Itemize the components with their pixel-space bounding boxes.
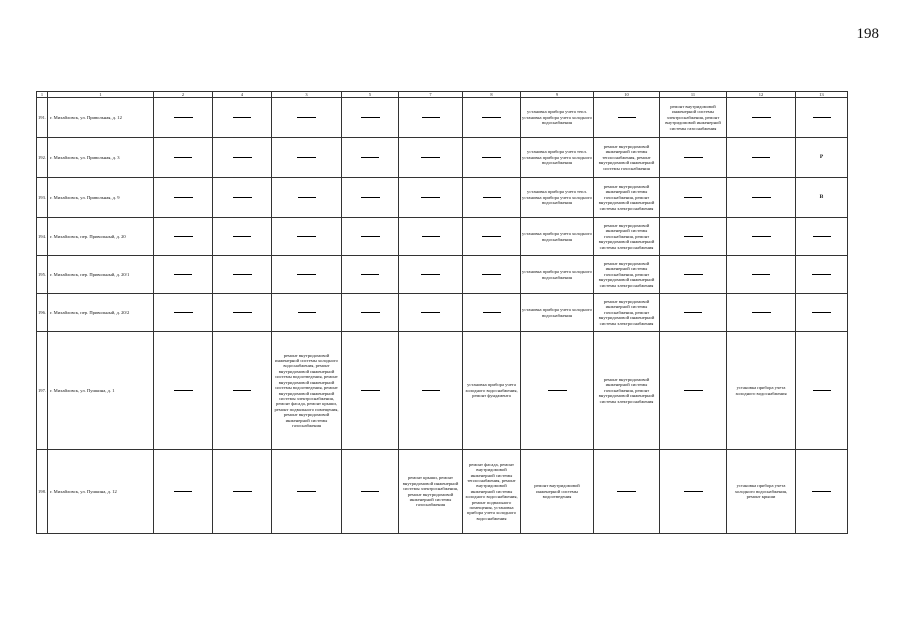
work-description-cell: установка прибора учета тепл. установка прибора учета холодного водоснабжения [521,98,594,138]
table-row [37,178,848,218]
work-description-cell: ремонт крыши, ремонт внутридомовой инженерной системы электроснабжения, ремонт внутридомовой инженерной системы газоснабжения [399,450,463,534]
empty-dash-cell [399,178,463,218]
empty-dash-cell [213,138,272,178]
row-number: 194. [37,218,48,256]
empty-dash-cell [342,178,399,218]
work-description-cell: ремонт внутридомовой инженерной системы теплоснабжения, ремонт внутридомовой инженерной системы газоснабжения [594,138,660,178]
empty-dash-cell [399,218,463,256]
dash-mark [752,157,770,158]
empty-dash-cell [399,332,463,450]
work-description-cell: ремонт внутридомовой инженерной системы газоснабжения, ремонт внутридомовой инженерной системы электроснабжения [594,178,660,218]
empty-dash-cell [796,98,848,138]
dash-mark [422,236,440,237]
empty-dash-cell [594,98,660,138]
dash-mark [233,157,252,158]
work-description-cell: установка прибора учета холодного водоснабжения, ремонт крыши [727,450,796,534]
dash-mark [233,491,252,492]
row-number: 195. [37,256,48,294]
work-description-cell: ремонт внутридомовой инженерной системы электроснабжения, ремонт внутридомовой инженерной системы газоснабжения [660,98,727,138]
empty-dash-cell [399,294,463,332]
work-description-cell: установка прибора учета тепл. установка прибора учета холодного водоснабжения [521,178,594,218]
empty-dash-cell [213,178,272,218]
empty-dash-cell [272,256,342,294]
address-cell: г. Михайловск, ул. Пушкина, д. 1 [48,332,154,450]
dash-mark [752,312,771,313]
empty-dash-cell [342,98,399,138]
dash-mark [482,274,501,275]
dash-mark [421,197,440,198]
dash-mark [233,312,252,313]
work-description-cell: ремонт внутридомовой инженерной системы газоснабжения, ремонт внутридомовой инженерной системы электроснабжения [594,332,660,450]
work-description-cell: ремонт внутридомовой инженерной системы холодного водоснабжения, ремонт внутридомовой инженерной системы водоотведения, ремонт внутридомовой инженерной системы водоотведения, ремонт внутридомовой инженерной системы электроснабжения, ремонт фасада, ремонт крыши, ремонт подвального помещения, ремонт внутридомовой инженерной системы газоснабжения [272,332,342,450]
empty-dash-cell [660,178,727,218]
empty-dash-cell [272,218,342,256]
empty-dash-cell [154,98,213,138]
empty-dash-cell [399,256,463,294]
dash-mark [684,390,703,391]
dash-mark [422,117,440,118]
work-description-cell: ремонт внутридомовой инженерной системы газоснабжения, ремонт внутридомовой инженерной системы электроснабжения [594,218,660,256]
address-cell: г. Михайловск, пер. Привольный, д. 20 [48,218,154,256]
dash-mark [812,312,831,313]
empty-dash-cell [342,218,399,256]
empty-dash-cell [213,98,272,138]
column-number: 4 [213,92,272,98]
empty-dash-cell [796,332,848,450]
row-number: 196. [37,294,48,332]
empty-dash-cell [154,218,213,256]
table-row [37,98,848,138]
column-number: 1 [37,92,48,98]
empty-dash-cell [154,294,213,332]
empty-dash-cell [272,178,342,218]
empty-dash-cell [272,138,342,178]
empty-dash-cell [796,294,848,332]
empty-dash-cell [727,178,796,218]
address-cell: г. Михайловск, пер. Привольный, д. 20/1 [48,256,154,294]
empty-dash-cell [213,294,272,332]
dash-mark [483,312,501,313]
address-cell: г. Михайловск, ул. Пушкина, д. 12 [48,450,154,534]
empty-dash-cell [154,332,213,450]
empty-dash-cell [463,178,521,218]
dash-mark [174,197,193,198]
empty-dash-cell [594,450,660,534]
work-description-cell: установка прибора учета холодного водоснабжения, ремонт фундамента [463,332,521,450]
empty-dash-cell [342,450,399,534]
dash-mark [421,274,440,275]
work-description-cell: установка прибора учета холодного водоснабжения [521,294,594,332]
work-description-cell: ремонт фасада, ремонт внутридомовой инженерной системы теплоснабжения, ремонт внутридомовой инженерной системы холодного водоснабжения, ремонт подвального помещения, установка прибора учета холодного водоснабжения [463,450,521,534]
dash-mark [812,274,831,275]
dash-mark [752,117,771,118]
empty-dash-cell [660,294,727,332]
dash-mark [482,236,501,237]
column-number: 3 [272,92,342,98]
empty-dash-cell [660,218,727,256]
dash-mark [813,390,831,391]
dash-mark [684,274,703,275]
dash-mark [174,236,193,237]
empty-dash-cell [342,294,399,332]
work-description-cell: установка прибора учета тепл. установка прибора учета холодного водоснабжения [521,138,594,178]
dash-mark [752,197,771,198]
empty-dash-cell [463,218,521,256]
column-number: 10 [594,92,660,98]
mark-cell [796,178,848,218]
dash-mark [421,312,440,313]
table-row [37,138,848,178]
page-number: 198 [856,26,879,42]
dash-mark [174,491,192,492]
empty-dash-cell [272,450,342,534]
dash-mark [422,390,440,391]
work-description-cell: установка прибора учета холодного водоснабжения [521,256,594,294]
dash-mark [618,117,636,118]
dash-mark [684,491,703,492]
dash-mark [297,157,316,158]
row-number: 191. [37,98,48,138]
empty-dash-cell [796,218,848,256]
dash-mark [297,236,316,237]
empty-dash-cell [660,138,727,178]
dash-mark [297,117,316,118]
dash-mark [298,312,316,313]
empty-dash-cell [463,294,521,332]
table-row [37,332,848,450]
dash-mark [813,236,831,237]
empty-dash-cell [213,450,272,534]
empty-dash-cell [342,138,399,178]
empty-dash-cell [272,294,342,332]
empty-dash-cell [399,138,463,178]
work-description-cell: установка прибора учета холодного водоснабжения [727,332,796,450]
empty-dash-cell [463,256,521,294]
empty-dash-cell [727,256,796,294]
dash-mark [421,157,440,158]
table-row [37,450,848,534]
empty-dash-cell [213,332,272,450]
empty-dash-cell [521,332,594,450]
address-cell: г. Михайловск, пер. Привольный, д. 20/2 [48,294,154,332]
column-number: 11 [660,92,727,98]
dash-mark [297,491,316,492]
dash-mark [174,390,193,391]
table-row [37,256,848,294]
work-description-cell: ремонт внутридомовой инженерной системы газоснабжения, ремонт внутридомовой инженерной системы электроснабжения [594,256,660,294]
dash-mark [361,390,380,391]
address-cell: г. Михайловск, ул. Привольная, д. 3 [48,138,154,178]
row-number: 193. [37,178,48,218]
dash-mark [233,236,251,237]
table-row [37,294,848,332]
empty-dash-cell [727,294,796,332]
dash-mark [174,157,192,158]
dash-mark [361,491,379,492]
empty-dash-cell [154,450,213,534]
dash-mark [361,312,380,313]
works-table [36,91,848,534]
empty-dash-cell [660,450,727,534]
work-description-cell: установка прибора учета холодного водоснабжения [521,218,594,256]
dash-mark [483,197,501,198]
empty-dash-cell [342,256,399,294]
row-number: 192. [37,138,48,178]
dash-mark [174,274,192,275]
dash-mark [752,274,770,275]
dash-mark [174,117,193,118]
dash-mark [233,274,252,275]
dash-mark [361,236,380,237]
dash-mark [812,491,831,492]
dash-mark [361,197,380,198]
dash-mark [297,274,316,275]
empty-dash-cell [154,256,213,294]
column-number: 9 [521,92,594,98]
mark-cell [796,138,848,178]
empty-dash-cell [727,98,796,138]
column-number: 5 [342,92,399,98]
empty-dash-cell [399,98,463,138]
mark-text: В [819,194,824,201]
column-number: 1 [48,92,154,98]
dash-mark [361,117,380,118]
work-description-cell: ремонт внутридомовой инженерной системы газоснабжения, ремонт внутридомовой инженерной системы электроснабжения [594,294,660,332]
dash-mark [482,117,501,118]
column-number: 2 [154,92,213,98]
empty-dash-cell [272,98,342,138]
empty-dash-cell [727,218,796,256]
dash-mark [482,157,501,158]
work-description-cell: ремонт внутридомовой инженерной системы водоотведения [521,450,594,534]
dash-mark [361,274,379,275]
dash-mark [813,117,831,118]
table-row [37,218,848,256]
empty-dash-cell [660,256,727,294]
empty-dash-cell [463,138,521,178]
dash-mark [233,117,251,118]
mark-text: Р [819,154,824,161]
dash-mark [684,312,702,313]
address-cell: г. Михайловск, ул. Привольная, д. 12 [48,98,154,138]
dash-mark [617,491,636,492]
dash-mark [548,390,567,391]
empty-dash-cell [213,256,272,294]
empty-dash-cell [154,178,213,218]
dash-mark [684,236,703,237]
column-number: 13 [796,92,848,98]
dash-mark [298,197,316,198]
dash-mark [752,236,771,237]
column-number: 7 [399,92,463,98]
dash-mark [233,390,251,391]
empty-dash-cell [463,98,521,138]
row-number: 198. [37,450,48,534]
empty-dash-cell [796,256,848,294]
empty-dash-cell [342,332,399,450]
empty-dash-cell [660,332,727,450]
column-number: 8 [463,92,521,98]
dash-mark [174,312,193,313]
dash-mark [361,157,379,158]
dash-mark [233,197,252,198]
row-number: 197. [37,332,48,450]
dash-mark [684,197,702,198]
empty-dash-cell [213,218,272,256]
address-cell: г. Михайловск, ул. Привольная, д. 9 [48,178,154,218]
empty-dash-cell [727,138,796,178]
empty-dash-cell [154,138,213,178]
column-number: 12 [727,92,796,98]
empty-dash-cell [796,450,848,534]
dash-mark [684,157,703,158]
